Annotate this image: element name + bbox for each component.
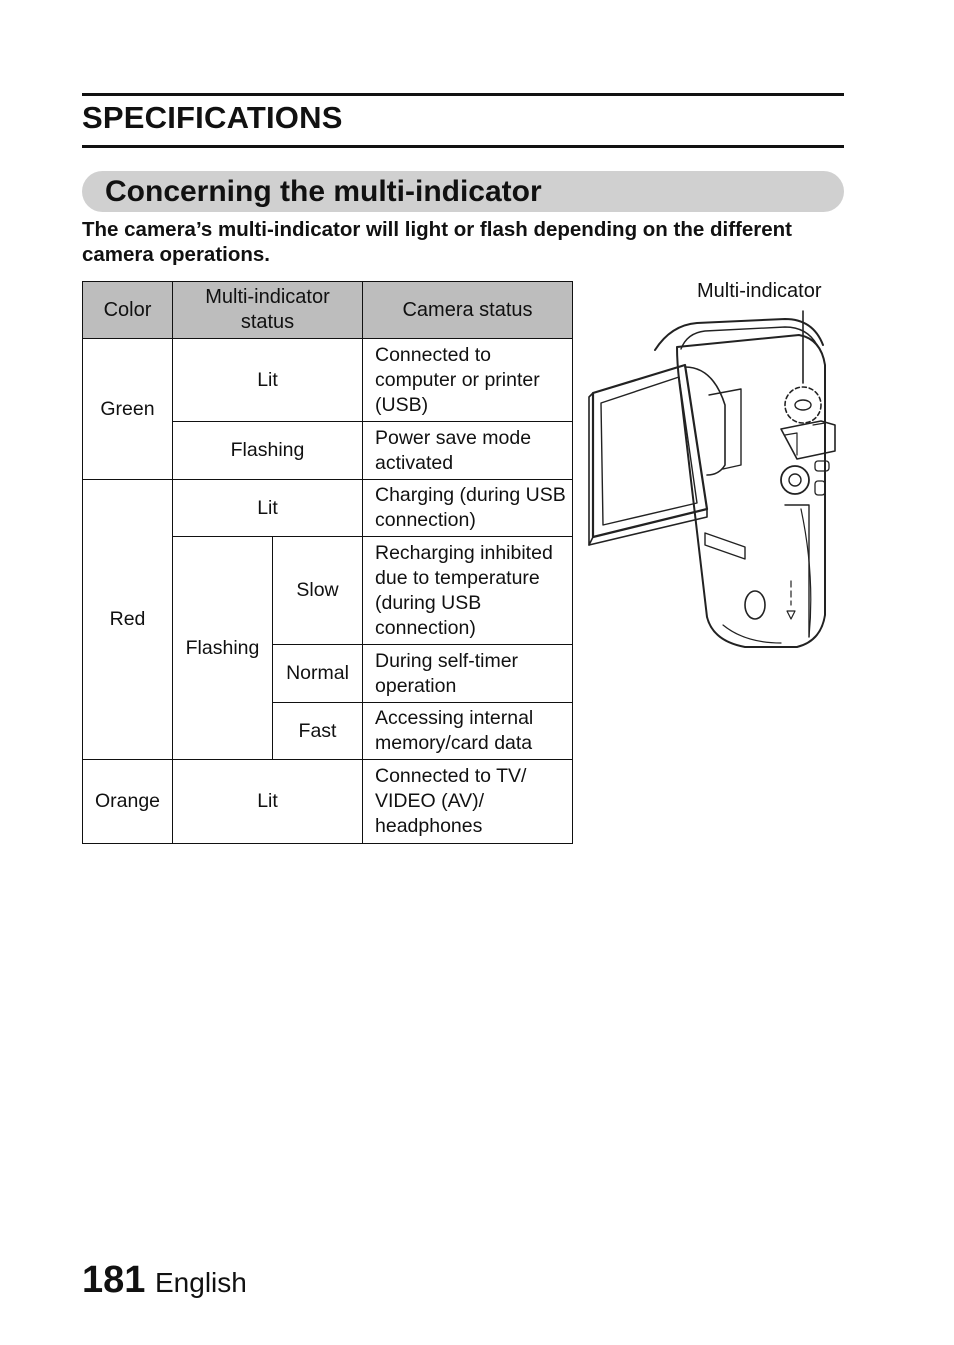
intro-text: The camera’s multi-indicator will light or flash depending on the different camera operations. (82, 218, 792, 266)
table-row (83, 339, 573, 422)
camera-illustration (585, 275, 845, 655)
color-cell-green: Green (83, 339, 173, 480)
multi-indicator-callout: Multi-indicator (697, 280, 822, 302)
status-cell: Recharging inhibited due to temperature (during USB connection) (363, 537, 573, 645)
table-row (83, 760, 573, 844)
header-indicator-status: Multi-indicator status (173, 282, 363, 339)
status-cell: Charging (during USB connection) (363, 480, 573, 537)
subsection-banner (82, 171, 844, 212)
status-cell: Accessing internal memory/card data (363, 703, 573, 760)
speed-cell: Normal (273, 645, 363, 703)
indicator-table (82, 281, 573, 844)
indicator-cell-flashing: Flashing (173, 537, 273, 760)
top-rule (82, 93, 844, 96)
table-header-row (83, 282, 573, 339)
status-cell: Power save mode activated (363, 422, 573, 480)
indicator-cell: Lit (173, 760, 363, 844)
page-number: 181 (82, 1259, 146, 1301)
header-camera-status: Camera status (363, 282, 573, 339)
indicator-cell: Lit (173, 339, 363, 422)
section-title: SPECIFICATIONS (82, 100, 343, 135)
color-cell-red: Red (83, 480, 173, 760)
section-underline (82, 145, 844, 148)
status-cell: Connected to TV/ VIDEO (AV)/ headphones (363, 760, 573, 844)
status-cell: During self-timer operation (363, 645, 573, 703)
header-color: Color (83, 282, 173, 339)
indicator-cell: Lit (173, 480, 363, 537)
page-language: English (155, 1267, 247, 1298)
speed-cell: Fast (273, 703, 363, 760)
table-row (83, 480, 573, 537)
color-cell-orange: Orange (83, 760, 173, 844)
subsection-title: Concerning the multi-indicator (105, 175, 542, 208)
indicator-cell: Flashing (173, 422, 363, 480)
speed-cell: Slow (273, 537, 363, 645)
status-cell: Connected to computer or printer (USB) (363, 339, 573, 422)
